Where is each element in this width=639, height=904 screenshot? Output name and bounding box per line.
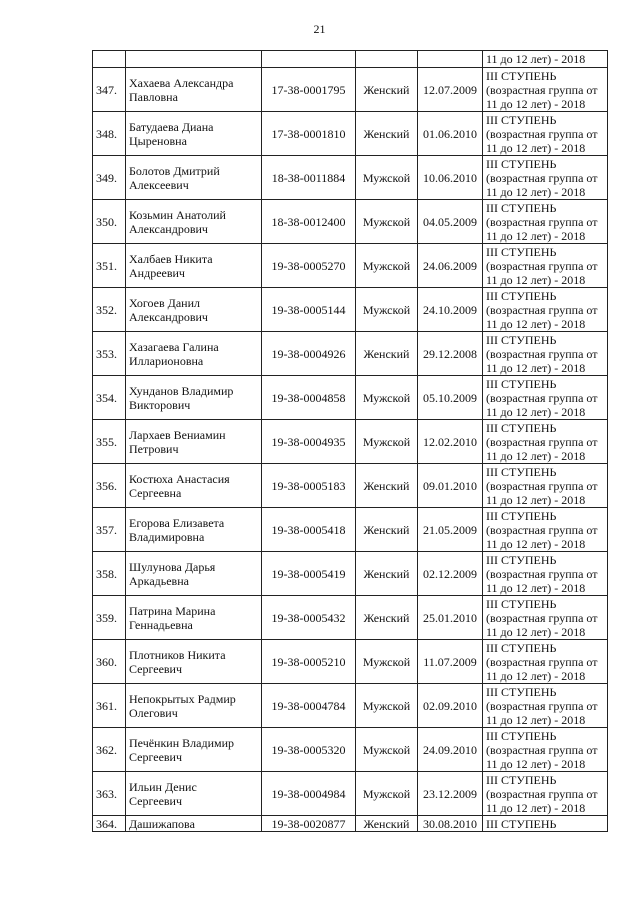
date-cell (418, 51, 483, 68)
table-row (93, 552, 608, 596)
table-row (93, 640, 608, 684)
name-line-2: Аркадьевна (129, 573, 189, 588)
table-row-last (93, 816, 608, 832)
table-row (93, 112, 608, 156)
level-line: 11 до 12 лет) - 2018 (486, 580, 586, 595)
date-cell: 24.10.2009 (418, 288, 483, 332)
table-row (93, 464, 608, 508)
table-row (93, 508, 608, 552)
level-line: (возрастная группа от (486, 82, 598, 97)
id-cell: 18-38-0011884 (262, 156, 356, 200)
id-cell: 19-38-0005432 (262, 596, 356, 640)
sex-cell: Мужской (356, 200, 418, 244)
level-line: III СТУПЕНЬ (486, 244, 557, 259)
name-line-2: Владимировна (129, 529, 205, 544)
name-line-1: Халбаев Никита (129, 251, 213, 266)
name-cell (126, 68, 262, 112)
level-line: III СТУПЕНЬ (486, 376, 557, 391)
name-line-1: Козьмин Анатолий (129, 207, 226, 222)
level-cell (483, 68, 608, 112)
name-line-1: Егорова Елизавета (129, 515, 225, 530)
number-cell: 363. (93, 772, 126, 816)
sex-cell: Мужской (356, 772, 418, 816)
level-line: III СТУПЕНЬ (486, 112, 557, 127)
id-cell: 19-38-0005320 (262, 728, 356, 772)
registry-table (92, 50, 608, 832)
id-cell: 17-38-0001795 (262, 68, 356, 112)
level-line: 11 до 12 лет) - 2018 (486, 756, 586, 771)
id-cell: 19-38-0004784 (262, 684, 356, 728)
name-cell (126, 772, 262, 816)
id-cell: 19-38-0005419 (262, 552, 356, 596)
name-line-1: Печёнкин Владимир (129, 735, 235, 750)
sex-cell: Мужской (356, 728, 418, 772)
name-cell (126, 112, 262, 156)
level-line: (возрастная группа от (486, 126, 598, 141)
date-cell: 12.02.2010 (418, 420, 483, 464)
level-cell (483, 288, 608, 332)
id-cell: 19-38-0020877 (262, 816, 356, 832)
level-line: (возрастная группа от (486, 742, 598, 757)
date-cell: 29.12.2008 (418, 332, 483, 376)
level-line: III СТУПЕНЬ (486, 508, 557, 523)
table-row (93, 156, 608, 200)
number-cell: 356. (93, 464, 126, 508)
name-cell (126, 508, 262, 552)
level-line: (возрастная группа от (486, 786, 598, 801)
level-line: III СТУПЕНЬ (486, 156, 557, 171)
table-row (93, 684, 608, 728)
name-cell: Дашижапова (126, 816, 262, 832)
date-cell: 02.12.2009 (418, 552, 483, 596)
level-line: 11 до 12 лет) - 2018 (486, 272, 586, 287)
table-row (93, 596, 608, 640)
number-cell: 348. (93, 112, 126, 156)
level-line: (возрастная группа от (486, 214, 598, 229)
level-cell (483, 200, 608, 244)
id-cell: 19-38-0005418 (262, 508, 356, 552)
date-cell: 24.09.2010 (418, 728, 483, 772)
sex-cell: Мужской (356, 288, 418, 332)
number-cell: 350. (93, 200, 126, 244)
level-line: III СТУПЕНЬ (486, 200, 557, 215)
level-cell: 11 до 12 лет) - 2018 (483, 51, 608, 68)
date-cell: 24.06.2009 (418, 244, 483, 288)
table-row (93, 68, 608, 112)
level-line: (возрастная группа от (486, 566, 598, 581)
date-cell: 05.10.2009 (418, 376, 483, 420)
sex-cell: Мужской (356, 156, 418, 200)
name-cell (126, 51, 262, 68)
name-line-1: Хогоев Данил (129, 295, 201, 310)
continuation-row (93, 51, 608, 68)
name-line-2: Андреевич (129, 265, 185, 280)
level-line: III СТУПЕНЬ (486, 772, 557, 787)
id-cell: 19-38-0004926 (262, 332, 356, 376)
name-cell (126, 640, 262, 684)
name-line-2: Алексеевич (129, 177, 189, 192)
id-cell (262, 51, 356, 68)
level-cell (483, 464, 608, 508)
level-cell (483, 156, 608, 200)
level-cell (483, 552, 608, 596)
name-line-1: Хазагаева Галина (129, 339, 219, 354)
level-line: 11 до 12 лет) - 2018 (486, 404, 586, 419)
name-cell (126, 332, 262, 376)
sex-cell: Мужской (356, 420, 418, 464)
name-line-1: Лархаев Вениамин (129, 427, 226, 442)
level-cell (483, 772, 608, 816)
level-cell (483, 684, 608, 728)
level-line: III СТУПЕНЬ (486, 684, 557, 699)
level-line: 11 до 12 лет) - 2018 (486, 492, 586, 507)
name-cell (126, 420, 262, 464)
name-line-2: Сергеевна (129, 485, 182, 500)
number-cell: 359. (93, 596, 126, 640)
id-cell: 19-38-0005183 (262, 464, 356, 508)
date-cell: 30.08.2010 (418, 816, 483, 832)
sex-cell: Женский (356, 464, 418, 508)
sex-cell: Женский (356, 508, 418, 552)
number-cell (93, 51, 126, 68)
name-line-1: Хахаева Александра (129, 75, 234, 90)
name-line-1: Костюха Анастасия (129, 471, 230, 486)
name-cell (126, 596, 262, 640)
level-line: III СТУПЕНЬ (486, 288, 557, 303)
level-line: 11 до 12 лет) - 2018 (486, 140, 586, 155)
id-cell: 18-38-0012400 (262, 200, 356, 244)
number-cell: 347. (93, 68, 126, 112)
number-cell: 357. (93, 508, 126, 552)
name-line-2: Павловна (129, 89, 178, 104)
level-cell (483, 244, 608, 288)
number-cell: 364. (93, 816, 126, 832)
sex-cell: Мужской (356, 244, 418, 288)
number-cell: 355. (93, 420, 126, 464)
name-cell (126, 244, 262, 288)
name-line-2: Сергеевич (129, 749, 183, 764)
name-cell (126, 376, 262, 420)
level-cell (483, 420, 608, 464)
level-line: 11 до 12 лет) - 2018 (486, 228, 586, 243)
name-cell (126, 552, 262, 596)
table-row (93, 728, 608, 772)
number-cell: 358. (93, 552, 126, 596)
level-cell (483, 596, 608, 640)
sex-cell: Мужской (356, 376, 418, 420)
date-cell: 25.01.2010 (418, 596, 483, 640)
level-line: III СТУПЕНЬ (486, 420, 557, 435)
name-line-1: Непокрытых Радмир (129, 691, 236, 706)
id-cell: 19-38-0005144 (262, 288, 356, 332)
name-cell (126, 684, 262, 728)
table-row (93, 772, 608, 816)
number-cell: 361. (93, 684, 126, 728)
level-cell (483, 376, 608, 420)
table-row (93, 244, 608, 288)
level-line: III СТУПЕНЬ (486, 332, 557, 347)
level-cell (483, 640, 608, 684)
number-cell: 352. (93, 288, 126, 332)
number-cell: 351. (93, 244, 126, 288)
id-cell: 19-38-0004858 (262, 376, 356, 420)
level-cell (483, 508, 608, 552)
id-cell: 19-38-0004935 (262, 420, 356, 464)
date-cell: 10.06.2010 (418, 156, 483, 200)
sex-cell: Женский (356, 112, 418, 156)
name-cell (126, 156, 262, 200)
number-cell: 354. (93, 376, 126, 420)
date-cell: 09.01.2010 (418, 464, 483, 508)
date-cell: 12.07.2009 (418, 68, 483, 112)
level-cell: III СТУПЕНЬ (483, 816, 608, 832)
name-cell (126, 464, 262, 508)
sex-cell: Женский (356, 552, 418, 596)
level-line: (возрастная группа от (486, 522, 598, 537)
level-line: III СТУПЕНЬ (486, 640, 557, 655)
sex-cell: Женский (356, 596, 418, 640)
id-cell: 19-38-0005210 (262, 640, 356, 684)
level-line: 11 до 12 лет) - 2018 (486, 712, 586, 727)
name-line-2: Петрович (129, 441, 179, 456)
level-line: (возрастная группа от (486, 478, 598, 493)
sex-cell: Мужской (356, 640, 418, 684)
level-cell (483, 332, 608, 376)
name-line-2: Геннадьевна (129, 617, 193, 632)
id-cell: 17-38-0001810 (262, 112, 356, 156)
level-line: III СТУПЕНЬ (486, 464, 557, 479)
name-line-1: Хунданов Владимир (129, 383, 234, 398)
level-line: (возрастная группа от (486, 434, 598, 449)
level-line: (возрастная группа от (486, 698, 598, 713)
name-line-2: Александрович (129, 309, 208, 324)
level-line: 11 до 12 лет) - 2018 (486, 624, 586, 639)
name-line-2: Цыреновна (129, 133, 187, 148)
level-line: III СТУПЕНЬ (486, 728, 557, 743)
name-line-1: Патрина Марина (129, 603, 216, 618)
level-line: III СТУПЕНЬ (486, 596, 557, 611)
date-cell: 01.06.2010 (418, 112, 483, 156)
date-cell: 04.05.2009 (418, 200, 483, 244)
number-cell: 353. (93, 332, 126, 376)
sex-cell: Женский (356, 816, 418, 832)
sex-cell (356, 51, 418, 68)
id-cell: 19-38-0005270 (262, 244, 356, 288)
name-line-1: Батудаева Диана (129, 119, 214, 134)
name-cell (126, 288, 262, 332)
level-line: (возрастная группа от (486, 390, 598, 405)
name-line-1: Плотников Никита (129, 647, 226, 662)
level-line: 11 до 12 лет) - 2018 (486, 184, 586, 199)
date-cell: 11.07.2009 (418, 640, 483, 684)
sex-cell: Женский (356, 68, 418, 112)
table-row (93, 376, 608, 420)
sex-cell: Женский (356, 332, 418, 376)
level-line: (возрастная группа от (486, 610, 598, 625)
id-cell: 19-38-0004984 (262, 772, 356, 816)
level-line: 11 до 12 лет) - 2018 (486, 448, 586, 463)
table-row (93, 420, 608, 464)
name-line-2: Александрович (129, 221, 208, 236)
page-number: 21 (313, 22, 326, 36)
number-cell: 360. (93, 640, 126, 684)
level-line: 11 до 12 лет) - 2018 (486, 360, 586, 375)
name-line-2: Олегович (129, 705, 178, 720)
table-row (93, 200, 608, 244)
level-line: III СТУПЕНЬ (486, 68, 557, 83)
name-line-1: Шулунова Дарья (129, 559, 216, 574)
number-cell: 349. (93, 156, 126, 200)
table-row (93, 332, 608, 376)
date-cell: 21.05.2009 (418, 508, 483, 552)
name-cell (126, 728, 262, 772)
level-line: 11 до 12 лет) - 2018 (486, 800, 586, 815)
table-row (93, 288, 608, 332)
name-line-1: Ильин Денис (129, 779, 197, 794)
level-line: (возрастная группа от (486, 346, 598, 361)
date-cell: 23.12.2009 (418, 772, 483, 816)
level-line: 11 до 12 лет) - 2018 (486, 316, 586, 331)
level-cell (483, 728, 608, 772)
name-line-2: Сергеевич (129, 661, 183, 676)
name-line-1: Болотов Дмитрий (129, 163, 220, 178)
name-cell (126, 200, 262, 244)
level-line: (возрастная группа от (486, 302, 598, 317)
level-line: 11 до 12 лет) - 2018 (486, 536, 586, 551)
number-cell: 362. (93, 728, 126, 772)
name-line-2: Илларионовна (129, 353, 204, 368)
level-line: 11 до 12 лет) - 2018 (486, 96, 586, 111)
level-cell (483, 112, 608, 156)
sex-cell: Мужской (356, 684, 418, 728)
date-cell: 02.09.2010 (418, 684, 483, 728)
level-line: (возрастная группа от (486, 170, 598, 185)
name-line-2: Сергеевич (129, 793, 183, 808)
level-line: 11 до 12 лет) - 2018 (486, 668, 586, 683)
level-line: (возрастная группа от (486, 654, 598, 669)
level-line: III СТУПЕНЬ (486, 552, 557, 567)
name-line-2: Викторович (129, 397, 191, 412)
level-line: (возрастная группа от (486, 258, 598, 273)
